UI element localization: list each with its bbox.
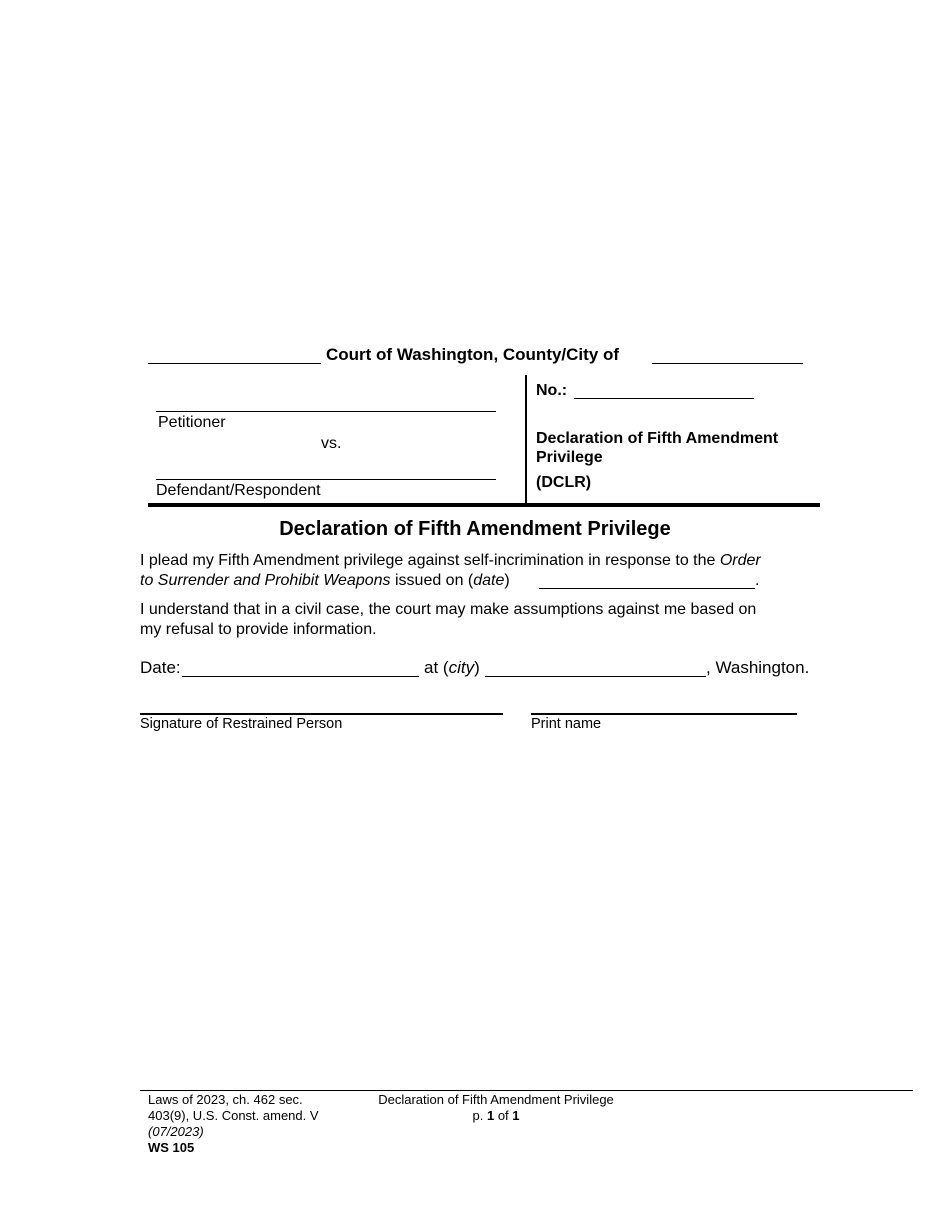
caption-bottom-rule [148, 503, 820, 507]
footer-doc-title: Declaration of Fifth Amendment Privilege [378, 1092, 614, 1107]
para1-text-a: I plead my Fifth Amendment privilege against self-incrimination in response to the [140, 552, 716, 569]
caption-doc-code: (DCLR) [536, 474, 592, 491]
city-label [424, 658, 480, 678]
court-heading: Court of Washington, County/City of [326, 345, 620, 364]
date-label: Date: [140, 658, 181, 677]
para1-text-c: ) [504, 572, 510, 589]
order-date-blank[interactable] [539, 588, 755, 589]
signing-city-blank[interactable] [485, 676, 706, 677]
respondent-label: Defendant/Respondent [156, 482, 321, 499]
footer-law-line2: 403(9), U.S. Const. amend. V [148, 1108, 319, 1123]
privilege-statement [140, 551, 840, 591]
washington-label: , Washington. [706, 658, 810, 677]
petitioner-name-blank[interactable] [156, 411, 496, 412]
petitioner-label: Petitioner [158, 414, 226, 431]
city-word: city [448, 658, 475, 677]
county-city-blank[interactable] [652, 363, 803, 364]
vs-label: vs. [321, 435, 342, 452]
para1-period: . [755, 572, 760, 589]
footer-form-code: WS 105 [148, 1140, 195, 1155]
city-close-paren: ) [474, 658, 480, 677]
caption-divider [525, 375, 527, 503]
footer-page-number: p. 1 of 1 [472, 1108, 520, 1123]
footer-law-line1: Laws of 2023, ch. 462 sec. [148, 1092, 303, 1107]
para2-line2: my refusal to provide information. [140, 621, 377, 638]
signature-label: Signature of Restrained Person [140, 716, 343, 732]
caption-doc-title-line1: Declaration of Fifth Amendment [536, 430, 779, 447]
caption-doc-title-line2: Privilege [536, 449, 603, 466]
para1-order-title-italic: to Surrender and Prohibit Weapons [140, 572, 391, 589]
at-label: at ( [424, 658, 449, 677]
signature-line[interactable] [140, 713, 503, 715]
case-number-blank[interactable] [574, 398, 754, 399]
footer-revision: (07/2023) [148, 1124, 204, 1139]
print-name-line[interactable] [531, 713, 797, 715]
signing-date-blank[interactable] [182, 676, 419, 677]
para1-date-word: date [473, 572, 505, 589]
footer-left [148, 1092, 319, 1156]
footer-center [369, 1092, 623, 1124]
footer-rule [140, 1090, 913, 1091]
para2-line1: I understand that in a civil case, the court may make assumptions against me based on [140, 601, 757, 618]
para1-order-italic: Order [719, 552, 761, 569]
print-name-label: Print name [531, 716, 602, 732]
case-number-label: No.: [536, 382, 568, 399]
respondent-name-blank[interactable] [156, 479, 496, 480]
civil-case-statement [140, 600, 840, 640]
court-name-blank[interactable] [148, 363, 321, 364]
document-title: Declaration of Fifth Amendment Privilege [279, 518, 671, 540]
para1-text-b: issued on ( [394, 572, 474, 589]
